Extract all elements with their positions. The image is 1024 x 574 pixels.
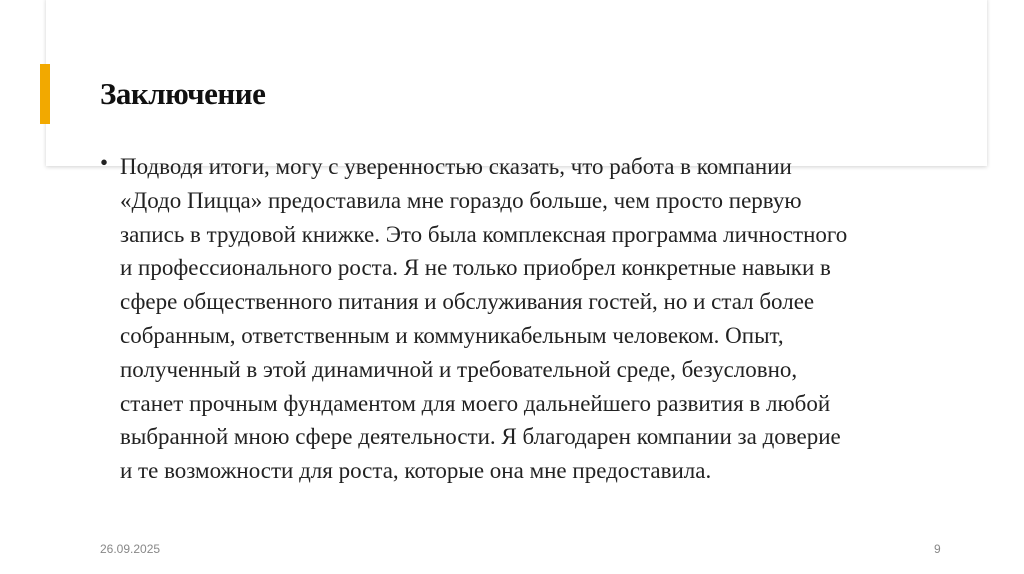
text-line: собранным, ответственным и коммуникабельным человеком. Опыт,: [120, 322, 784, 348]
text-line: и те возможности для роста, которые она мне предоставила.: [120, 458, 712, 484]
text-line: Подводя итоги, могу с уверенностью сказать, что работа в компании: [120, 154, 792, 179]
text-line: и профессионального роста. Я не только приобрел конкретные навыки в: [120, 255, 831, 281]
accent-bar: [40, 64, 50, 124]
text-line: станет прочным фундаментом для моего дальнейшего развития в любой: [120, 390, 831, 416]
page-number: 9: [934, 542, 941, 556]
text-line: выбранной мною сфере деятельности. Я благодарен компании за доверие: [120, 424, 841, 450]
text-line: полученный в этой динамичной и требовательной среде, безусловно,: [120, 356, 798, 382]
text-line: «Додо Пицца» предоставила мне гораздо больше, чем просто первую: [120, 187, 802, 213]
text-line: сфере общественного питания и обслуживания гостей, но и стал более: [120, 289, 815, 315]
bullet-marker: •: [100, 150, 109, 175]
bullet-text: [120, 150, 847, 488]
text-line: запись в трудовой книжке. Это была комплексная программа личностного: [120, 221, 848, 247]
footer-date: 26.09.2025: [100, 542, 161, 556]
slide-title: Заключение: [100, 76, 266, 111]
